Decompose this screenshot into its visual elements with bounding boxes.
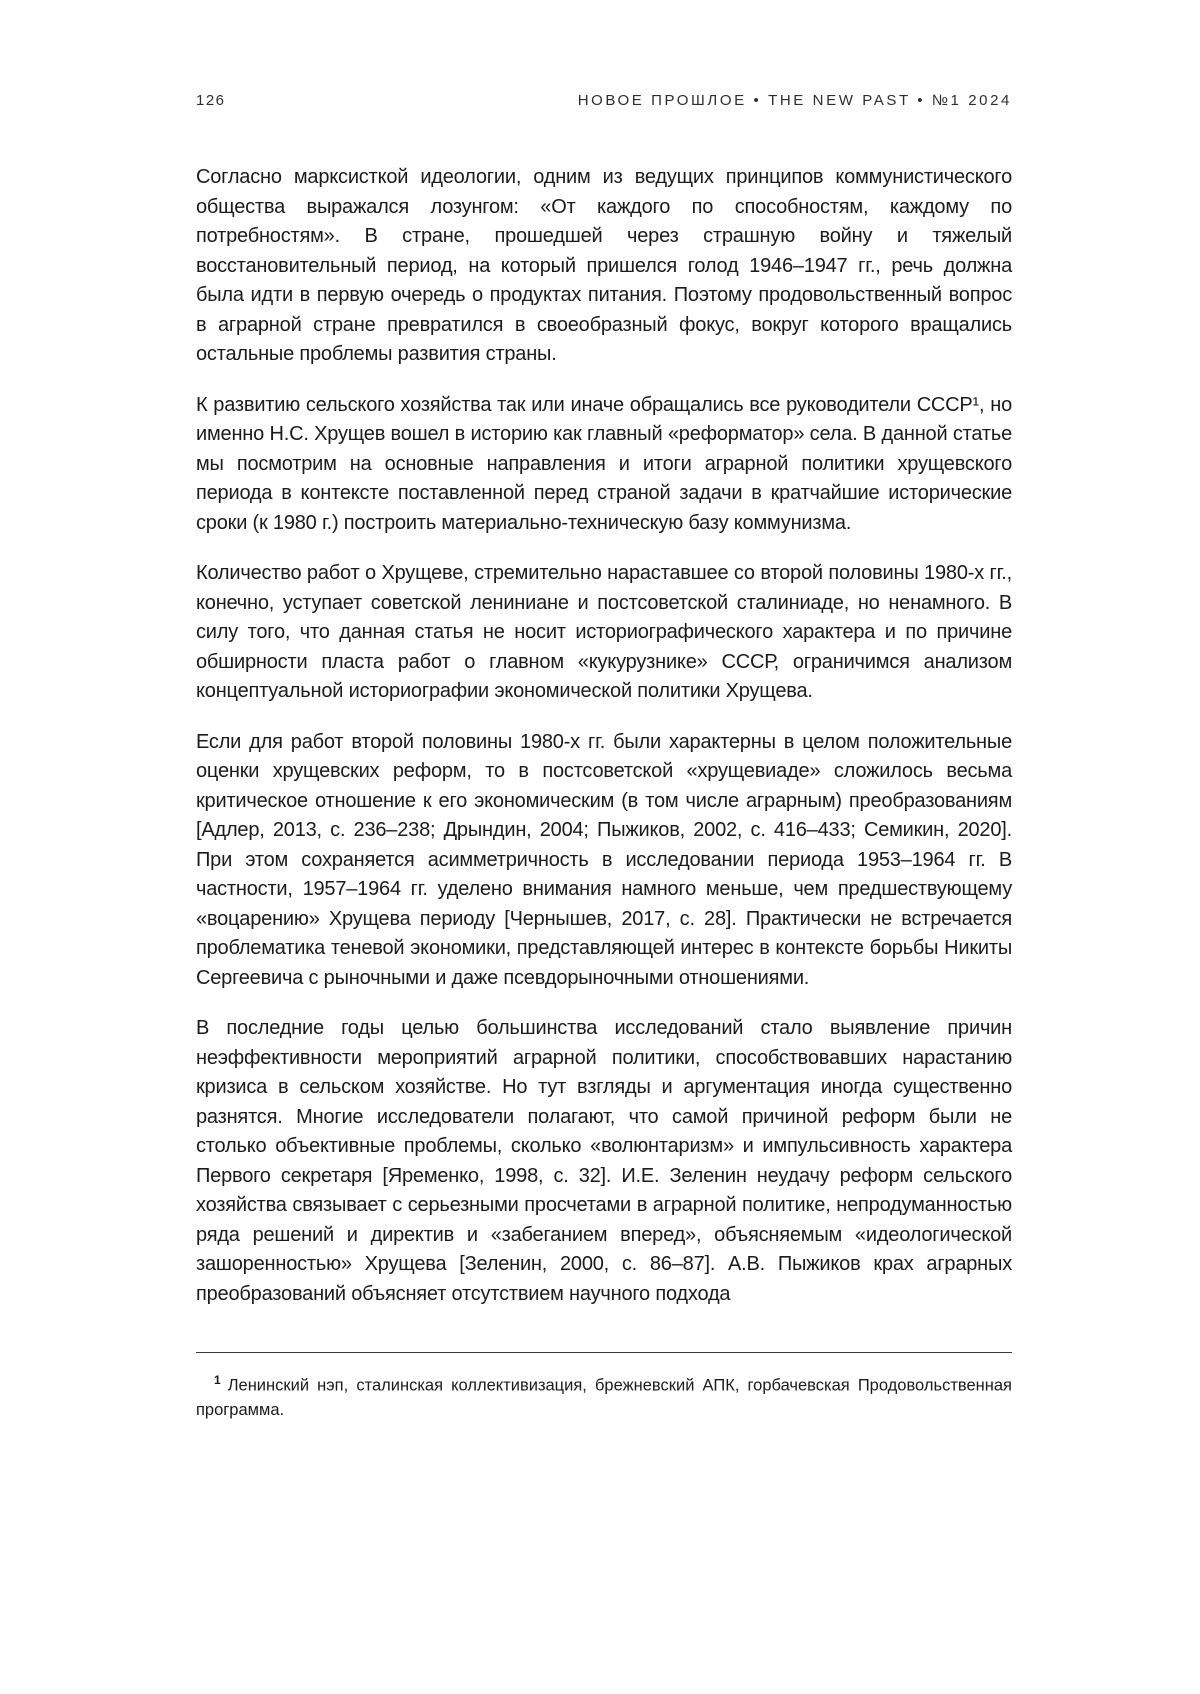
- footnote: [196, 1368, 1012, 1422]
- journal-title: НОВОЕ ПРОШЛОЕ • THE NEW PAST • №1 2024: [577, 92, 1012, 109]
- footnote-text: Ленинский нэп, сталинская коллективизация, брежневский АПК, горбачевская Продовольственная программа.: [196, 1376, 1012, 1419]
- paragraph-2: К развитию сельского хозяйства так или иначе обращались все руководители СССР¹, но именно Н.С. Хрущев вошел в историю как главный «реформатор» села. В данной статье мы посмотрим на основные направления и итоги аграрной политики хрущевского периода в контексте поставленной перед страной задачи в кратчайшие исторические сроки (к 1980 г.) построить материально-техническую базу коммунизма.: [196, 393, 1012, 534]
- paragraph-4: Если для работ второй половины 1980-х гг. были характерны в целом положительные оценки хрущевских реформ, то в постсоветской «хрущевиаде» сложилось весьма критическое отношение к его экономическим (в том числе аграрным) преобразованиям [Адлер, 2013, с. 236–238; Дрындин, 2004; Пыжиков, 2002, с. 416–433; Семикин, 2020]. При этом сохраняется асимметричность в исследовании периода 1953–1964 гг. В частности, 1957–1964 гг. уделено внимания намного меньше, чем предшествующему «воцарению» Хрущева периоду [Чернышев, 2017, с. 28]. Практически не встречается проблематика теневой экономики, представляющей интерес в контексте борьбы Никиты Сергеевича с рыночными и даже псевдорыночными отношениями.: [196, 730, 1012, 989]
- paragraph-3: Количество работ о Хрущеве, стремительно нараставшее со второй половины 1980-х гг., конечно, уступает советской лениниане и постсоветской сталиниаде, но ненамного. В силу того, что данная статья не носит историографического характера и по причине обширности пласта работ о главном «кукурузнике» СССР, ограничимся анализом концептуальной историографии экономической политики Хрущева.: [196, 562, 1012, 702]
- footnote-separator: [196, 1352, 1012, 1353]
- page-header: [196, 92, 1012, 109]
- page-number: 126: [196, 92, 226, 109]
- article-body: [196, 163, 1012, 1330]
- paragraph-1: Согласно марксисткой идеологии, одним из ведущих принципов коммунистического общества выражался лозунгом: «От каждого по способностям, каждому по потребностям». В стране, прошедшей через страшную войну и тяжелый восстановительный период, на который пришелся голод 1946–1947 гг., речь должна была идти в первую очередь о продуктах питания. Поэтому продовольственный вопрос в аграрной стране превратился в своеобразный фокус, вокруг которого вращались остальные проблемы развития страны.: [196, 166, 1012, 365]
- footnote-marker: 1: [214, 1373, 221, 1387]
- paragraph-5: В последние годы целью большинства исследований стало выявление причин неэффективности мероприятий аграрной политики, способствовавших нарастанию кризиса в сельском хозяйстве. Но тут взгляды и аргументация иногда существенно разнятся. Многие исследователи полагают, что самой причиной реформ были не столько объективные проблемы, сколько «волюнтаризм» и импульсивность характера Первого секретаря [Яременко, 1998, с. 32]. И.Е. Зеленин неудачу реформ сельского хозяйства связывает с серьезными просчетами в аграрной политике, непродуманностью ряда решений и директив и «забеганием вперед», объясняемым «идеологической зашоренностью» Хрущева [Зеленин, 2000, с. 86–87]. А.В. Пыжиков крах аграрных преобразований объясняет отсутствием научного подхода: [196, 1017, 1012, 1305]
- footnote-area: [196, 1352, 1012, 1422]
